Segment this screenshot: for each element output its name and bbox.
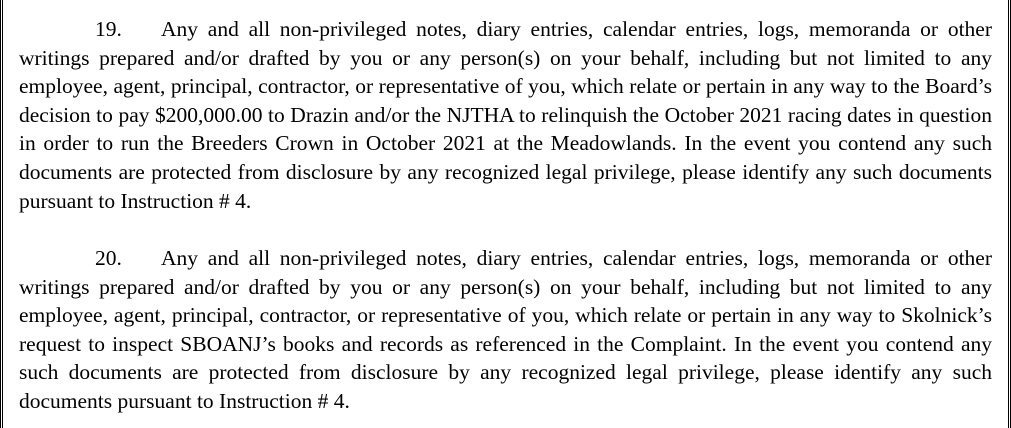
paragraph-19 (19, 15, 992, 215)
paragraph-number: 20. (95, 246, 122, 270)
paragraph-number: 19. (95, 17, 122, 41)
paragraph-20 (19, 244, 992, 416)
paragraph-text: Any and all non-privileged notes, diary entries, calendar entries, logs, memoranda or other writings prepared and/or drafted by you or any person(s) on your behalf, including but not limited to any employee, agent, principal, contractor, or representative of you, which relate or pertain in any way to Skolnick’s request to inspect SBOANJ’s books and records as referenced in the Complaint. In the event you contend any such documents are protected from disclosure by any recognized legal privilege, please identify any such documents pursuant to Instruction # 4. (19, 246, 992, 413)
paragraph-text: Any and all non-privileged notes, diary entries, calendar entries, logs, memoranda or other writings prepared and/or drafted by you or any person(s) on your behalf, including but not limited to any employee, agent, principal, contractor, or representative of you, which relate or pertain in any way to the Board’s decision to pay $200,000.00 to Drazin and/or the NJTHA to relinquish the October 2021 racing dates in question in order to run the Breeders Crown in October 2021 at the Meadowlands. In the event you contend any such documents are protected from disclosure by any recognized legal privilege, please identify any such documents pursuant to Instruction # 4. (19, 17, 992, 213)
